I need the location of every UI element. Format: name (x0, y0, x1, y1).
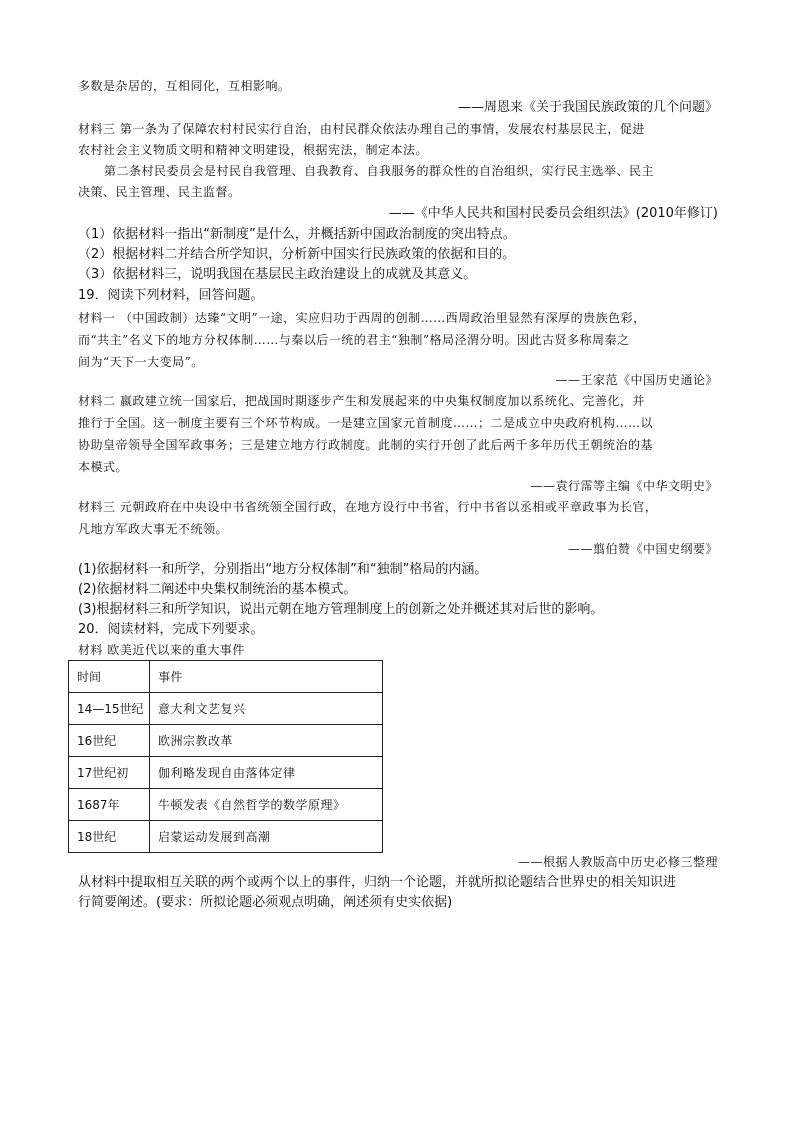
text-line: 协助皇帝领导全国军政事务；三是建立地方行政制度。此制的实行开创了此后两千多年历代王朝统治的基 (78, 438, 654, 452)
events-table (68, 660, 383, 853)
material-title: 材料 欧美近代以来的重大事件 (78, 643, 245, 657)
table-cell-time: 16世纪 (69, 725, 150, 757)
text-line: 行简要阐述。(要求：所拟论题必须观点明确，阐述须有史实依据) (78, 895, 453, 910)
table-cell-event: 欧洲宗教改革 (150, 725, 383, 757)
table-row (69, 757, 383, 789)
text-line: 间为“天下一大变局”。 (78, 355, 204, 369)
table-row (69, 821, 383, 853)
text-line: 第二条村民委员会是村民自我管理、自我教育、自我服务的群众性的自治组织，实行民主选举、民主 (104, 164, 655, 178)
text-line: 农村社会主义物质文明和精神文明建设，根据宪法，制定本法。 (78, 143, 429, 157)
text-line: 材料一 （中国政制）达臻“文明”一途，实应归功于西周的创制……西周政治里显然有深厚的贵族色彩， (78, 311, 646, 325)
text-line: 材料三 第一条为了保障农村村民实行自治，由村民群众依法办理自己的事情，发展农村基层民主，促进 (78, 122, 645, 136)
text-line: 而“共主”名义下的地方分权体制……与秦以后一统的君主“独制”格局泾渭分明。因此古贤多称周秦之 (78, 333, 630, 347)
question-item: (3)根据材料三和所学知识，说出元朝在地方管理制度上的创新之处并概述其对后世的影响。 (78, 602, 604, 617)
table-header-row (69, 661, 383, 693)
text-line: 材料三 元朝政府在中央设中书省统领全国行政，在地方设行中书省，行中书省以丞相或平章政事为长官， (78, 500, 658, 514)
table-cell-time: 18世纪 (69, 821, 150, 853)
table-header-cell: 时间 (69, 661, 150, 693)
source-citation: ——周恩来《关于我国民族政策的几个问题》 (457, 100, 718, 115)
text-line: 多数是杂居的，互相同化，互相影响。 (78, 79, 291, 93)
text-line: 推行于全国。这一制度主要有三个环节构成。一是建立国家元首制度……；二是成立中央政府机构……以 (78, 416, 654, 430)
table-header-cell: 事件 (150, 661, 383, 693)
source-citation: ——根据人教版高中历史必修三整理 (517, 855, 718, 869)
source-citation: ——《中华人民共和国村民委员会组织法》(2010年修订) (388, 206, 718, 221)
text-line: 从材料中提取相互关联的两个或两个以上的事件，归纳一个论题，并就所拟论题结合世界史的相关知识进 (78, 875, 677, 890)
question-title: 19．阅读下列材料，回答问题。 (78, 288, 264, 303)
text-line: 凡地方军政大事无不统领。 (78, 522, 229, 536)
table-row (69, 725, 383, 757)
text-line: 决策、民主管理、民主监督。 (78, 185, 241, 199)
table-row (69, 693, 383, 725)
question-item: （2）根据材料二并结合所学知识，分析新中国实行民族政策的依据和目的。 (78, 247, 516, 262)
text-line: 材料二 嬴政建立统一国家后，把战国时期逐步产生和发展起来的中央集权制度加以系统化、完善化，并 (78, 394, 645, 408)
table-cell-event: 意大利文艺复兴 (150, 693, 383, 725)
table-row (69, 789, 383, 821)
question-item: （1）依据材料一指出“新制度”是什么，并概括新中国政治制度的突出特点。 (78, 227, 516, 242)
source-citation: ——王家范《中国历史通论》 (555, 373, 718, 387)
table-cell-time: 17世纪初 (69, 757, 150, 789)
table-cell-time: 14—15世纪 (69, 693, 150, 725)
table-cell-event: 伽利略发现自由落体定律 (150, 757, 383, 789)
source-citation: ——袁行霈等主编《中华文明史》 (530, 479, 718, 493)
question-item: (2)依据材料二阐述中央集权制统治的基本模式。 (78, 582, 357, 597)
question-item: (1)依据材料一和所学，分别指出“地方分权体制”和“独制”格局的内涵。 (78, 562, 488, 577)
table-cell-event: 启蒙运动发展到高潮 (150, 821, 383, 853)
question-title: 20．阅读材料，完成下列要求。 (78, 622, 264, 637)
table-cell-event: 牛顿发表《自然哲学的数学原理》 (150, 789, 383, 821)
text-line: 本模式。 (78, 460, 129, 474)
source-citation: ——翦伯赞《中国史纲要》 (567, 542, 718, 556)
question-item: （3）依据材料三，说明我国在基层民主政治建设上的成就及其意义。 (78, 267, 477, 282)
table-cell-time: 1687年 (69, 789, 150, 821)
